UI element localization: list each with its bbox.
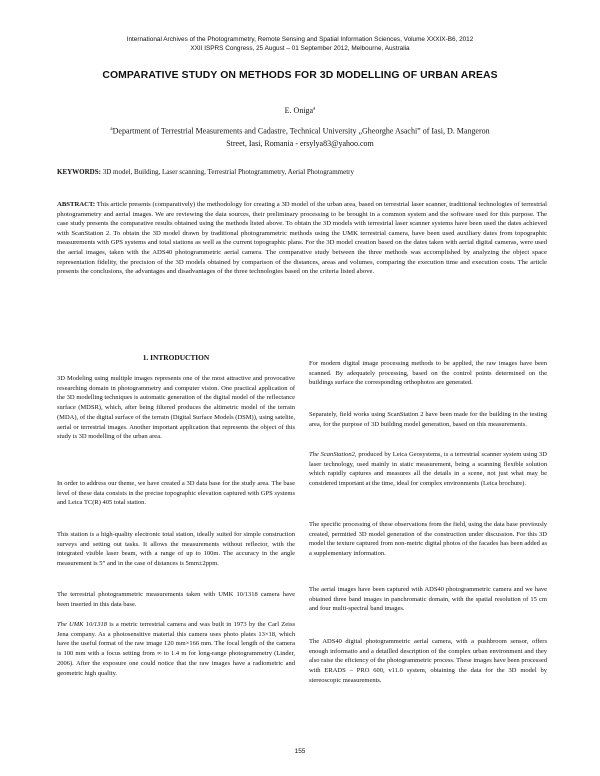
running-header-line-1: International Archives of the Photogrammetry, Remote Sensing and Spatial Information Sciences, Volume XXXIX-B6, 2012 xyxy=(126,36,474,43)
right-paragraph-4: The specific processing of these observations from the field, using the data base previously created, permitted 3D model generation of the construction under discussion. For this 3D model the texture captured from non-metric digital photos of the facades has been added as a supplementary information. xyxy=(309,521,547,558)
affiliation-mark: a xyxy=(110,127,113,132)
left-paragraph-1: 3D Modeling using multiple images represents one of the most attractive and provocative researching domain in photogrammetry and computer vision. One practical application of the 3D modelling techniques is automatic generation of the digital model of the reflectance surface (MDSR), which, after being filtered produces the altimetric model of the terrain (MDA), of the digital surface of the terrain (Digital Surface Models (DSM)), using satelite, aerial or terrestrial images. Another important application that represents the object of this study is 3D modelling of the urban area. xyxy=(57,375,295,441)
affiliation-line-2: Street, Iasi, Romania - ersylya83@yahoo.com xyxy=(226,138,374,148)
affiliation-line-1 xyxy=(40,124,560,138)
author-name: E. Oniga xyxy=(284,106,314,115)
right-paragraph-3-italic: The ScanStation2, xyxy=(309,451,357,458)
paper-title: COMPARATIVE STUDY ON METHODS FOR 3D MODELLING OF URBAN AREAS xyxy=(102,70,498,81)
right-paragraph-3-text: produced by Leica Geosystems, is a terrestrial scanner system using 3D laser technology, used mainly in static measurement, being a scanning flexible solution which rapidly captures and measures all the details in a scene, not just what may be considered important at the time, ideal for complex environments (Leica brochure). xyxy=(309,451,547,488)
left-paragraph-5 xyxy=(57,620,295,678)
right-paragraph-5: The aerial images have been captured with ADS40 photogrammetric camera and we have obtained three band images in panchromatic domain, with the spatial resolution of 15 cm and four multi-spectral band images. xyxy=(309,586,547,613)
keywords-label: KEYWORDS: xyxy=(57,168,101,176)
right-paragraph-6: The ADS40 digital photogrammetric aerial camera, with a pushbroom sensor, offers enough informatio and a detailled description of the complex urban environment and they also raise the eficiency of the photogrammetric process. These images have been processed with ERADS – PRO 600, v11.0 system, obtaining the data for the 3D model by stereoscopic measurements. xyxy=(309,638,547,684)
running-header-line-2: XXII ISPRS Congress, 25 August – 01 September 2012, Melbourne, Australia xyxy=(190,45,410,52)
affiliation-text-1: Department of Terrestrial Measurements and Cadastre, Technical University „Gheorghe Asachi” of Iasi, D. Mangeron xyxy=(112,126,490,136)
right-paragraph-3 xyxy=(309,450,547,489)
right-paragraph-1: For modern digital image processing methods to be applied, the raw images have been scanned. By adequately processing, based on the control points determined on the buildings surface the corresponding orthophotos are generated. xyxy=(309,360,547,387)
left-paragraph-3: This station is a high-quality electronic total station, ideally suited for simple construction surveys and setting out tasks. It allows the measurements without reflector, with the integrated visible laser beam, with a range of up to 100m. The accuracy in the angle measurement is 5” and in the case of distances is 5mm±2ppm. xyxy=(57,531,295,568)
affiliation xyxy=(40,124,560,150)
abstract xyxy=(57,200,547,277)
author xyxy=(0,106,600,115)
author-affiliation-mark: a xyxy=(313,106,316,112)
abstract-text: This article presents (comparatively) the methodology for creating a 3D model of the urban area, based on terrestrial laser scanner, traditional technologies of terrestrial photogrammetry and aerial images. We are reviewing the data sources, their preliminary processing to be brought in a common system and the software used for this purpose. The case study presents the comparative results obtained using the methods listed above. To obtain the 3D models with terrestrial laser scanner systems have been used the dates achieved with ScanStation 2. To obtain the 3D model drawn by traditional photogrammetric methods using the UMK terrestrial camera, have been used auxiliary dates from topographic measurements with GPS systems and total stations as well as the current topographic plans. For the 3D model creation based on the dates taken with aerial digital cameras, were used the aerial images, taken with the ADS40 photogrammetric aerial camera. The comparative study between the three methods was accomplished by analyzing the object space representation fidelity, the precision of the 3D models obtained by comparison of the distances, areas and volumes, comparing the execution time and execution costs. The article presents the conclusions, the advantages and disadvantages of the three technologies based on the criteria listed above. xyxy=(57,201,547,276)
left-paragraph-5-text: is a metric terrestrial camera and was built in 1973 by the Carl Zeiss Jena company. As a photosensitive material this camera uses photo plates 13×18, which have the useful format of the raw image 120 mm×166 mm. The focal length of the camera is 100 mm with a focus setting from ∞ to 1.4 m for long-range photogrammetry (Linder, 2006). After the exposure one could notice that the raw images have a radiometric and geometric high quality. xyxy=(57,621,295,677)
right-paragraph-2: Separately, field works using ScanStation 2 have been made for the building in the testing area, for the purpose of 3D building model generation, based on this measurements. xyxy=(309,411,547,428)
abstract-label: ABSTRACT: xyxy=(57,201,96,208)
keywords-text: 3D model, Building, Laser scanning, Terrestrial Photogrammetry, Aerial Photogrammetry xyxy=(100,168,354,176)
left-paragraph-4: The terrestrial photogrammetric measurements taken with UMK 10/1318 camera have been inserted in this data base. xyxy=(57,591,295,608)
left-paragraph-2: In order to address our theme, we have created a 3D data base for the study area. The base level of these data consists in the precise topographic elevation captured with GPS systems and Leica TC(R) 405 total station. xyxy=(57,480,295,507)
keywords xyxy=(57,168,557,176)
section-heading-introduction: 1. INTRODUCTION xyxy=(142,353,210,362)
page-number: 155 xyxy=(294,748,306,755)
left-paragraph-5-italic: The UMK 10/1318 xyxy=(57,621,108,628)
